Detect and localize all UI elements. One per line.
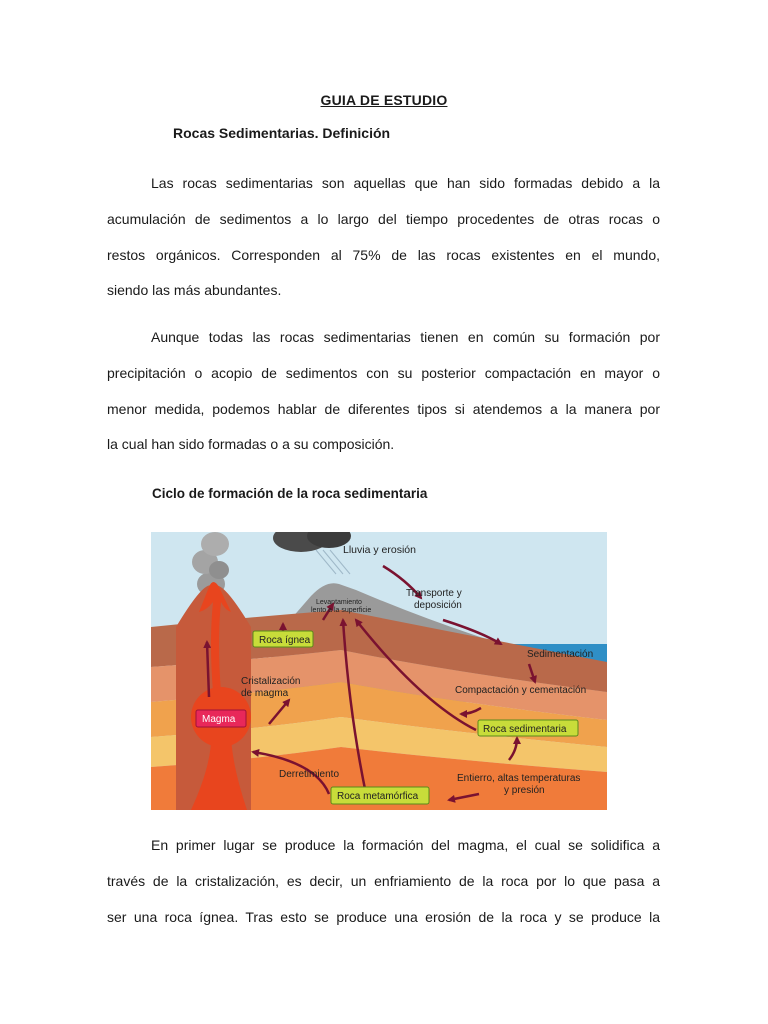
label-magma: Magma xyxy=(202,714,236,725)
rock-cycle-diagram xyxy=(151,532,607,810)
label-roca-ignea: Roca ígnea xyxy=(259,635,311,646)
paragraph-line: Aunque todas las rocas sedimentarias tienen en común su formación por xyxy=(151,329,660,345)
paragraph-line: ser una roca ígnea. Tras esto se produce una erosión de la roca y se produce la xyxy=(107,908,660,925)
paragraph-line: En primer lugar se produce la formación del magma, el cual se solidifica a xyxy=(151,837,660,853)
label-levantamiento-2: lento a la superficie xyxy=(311,607,372,614)
label-entierro-2: y presión xyxy=(504,785,545,796)
paragraph-types xyxy=(107,320,660,463)
document-title: GUIA DE ESTUDIO xyxy=(320,92,448,108)
label-sedimentacion: Sedimentación xyxy=(527,649,594,660)
paragraph-line: precipitación o acopio de sedimentos con su posterior compactación en mayor o xyxy=(107,364,660,381)
label-cristalizacion-2: de magma xyxy=(241,688,289,699)
label-entierro-1: Entierro, altas temperaturas xyxy=(457,773,581,784)
paragraph-line: la cual han sido formadas o a su composición. xyxy=(107,436,395,453)
label-compactacion: Compactación y cementación xyxy=(455,685,587,696)
paragraph-definition xyxy=(107,166,660,309)
paragraph-line: acumulación de sedimentos a lo largo del tiempo procedentes de otras rocas o xyxy=(107,210,660,227)
label-roca-metamorfica: Roca metamórfica xyxy=(337,791,419,802)
document-subtitle: Rocas Sedimentarias. Definición xyxy=(173,125,391,141)
label-derretimiento: Derretimiento xyxy=(279,769,340,780)
rock-cycle-illustration xyxy=(151,532,607,810)
paragraph-line: menor medida, podemos hablar de diferentes tipos si atendemos a la manera por xyxy=(107,400,660,417)
paragraph-cycle-explanation xyxy=(107,828,660,935)
paragraph-line: Las rocas sedimentarias son aquellas que han sido formadas debido a la xyxy=(151,175,660,191)
label-cristalizacion-1: Cristalización xyxy=(241,676,301,687)
label-roca-sedimentaria: Roca sedimentaria xyxy=(483,724,567,735)
paragraph-line: siendo las más abundantes. xyxy=(107,282,282,299)
paragraph-line: través de la cristalización, es decir, un enfriamiento de la roca por lo que pasa a xyxy=(107,872,660,889)
label-lluvia: Lluvia y erosión xyxy=(343,544,416,556)
label-levantamiento-1: Levantamiento xyxy=(316,599,362,606)
section-heading-cycle: Ciclo de formación de la roca sedimentaria xyxy=(152,486,428,501)
label-transporte-1: Transporte y xyxy=(406,588,462,599)
label-transporte-2: deposición xyxy=(414,600,462,611)
paragraph-line: restos orgánicos. Corresponden al 75% de las rocas existentes en el mundo, xyxy=(107,246,660,263)
